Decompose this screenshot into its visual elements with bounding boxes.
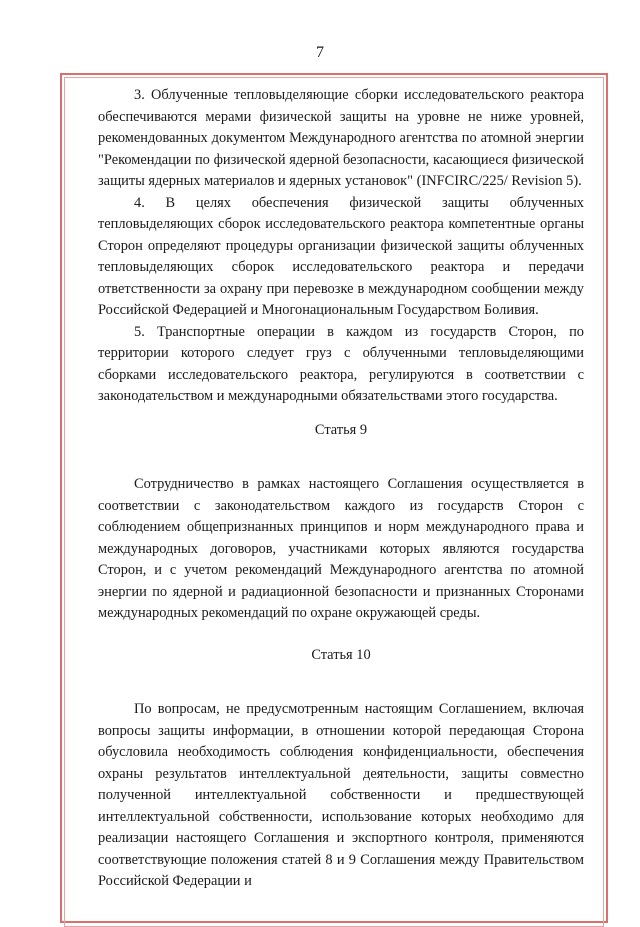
- article-9-heading: Статья 9: [314, 421, 368, 438]
- article-9-paragraph: Сотрудничество в рамках настоящего Соглашения осуществляется в соответствии с законодательством каждого из государств Сторон с соблюдением общепризнанных принципов и норм международного права и международных договоров, участниками которых являются государства Сторон, и с учетом рекомендаций Международного агентства по атомной энергии по ядерной и радиационной безопасности и признанных Сторонами международных рекомендаций по охране окружающей среды.: [98, 476, 584, 621]
- document-body: [98, 85, 584, 893]
- article-10-paragraph: По вопросам, не предусмотренным настоящим Соглашением, включая вопросы защиты информации, в отношении которой передающая Сторона обусловила необходимость соблюдения конфиденциальности, обеспечения охраны результатов интеллектуальной деятельности, защиты совместно полученной интеллектуальной собственности и предшествующей интеллектуальной собственности, использование которых необходимо для реализации настоящего Соглашения и экспортного контроля, применяются соответствующие положения статей 8 и 9 Соглашения между Правительством Российской Федерации и: [98, 701, 584, 889]
- page-number: 7: [316, 44, 324, 61]
- clause-5-paragraph: 5. Транспортные операции в каждом из государств Сторон, по территории которого следует груз с облученными тепловыделяющими сборками исследовательского реактора, регулируются в соответствии с законодательством и международными обязательствами этого государства.: [98, 323, 584, 404]
- article-10-heading: Статья 10: [311, 646, 371, 663]
- clause-3-paragraph: 3. Облученные тепловыделяющие сборки исследовательского реактора обеспечиваются мерами физической защиты на уровне не ниже уровней, рекомендованных документом Международного агентства по атомной энергии "Рекомендации по физической ядерной безопасности, касающиеся физической защиты ядерных материалов и ядерных установок" (INFCIRC/225/ Revision 5).: [98, 87, 584, 189]
- clause-4-paragraph: 4. В целях обеспечения физической защиты облученных тепловыделяющих сборок исследовательского реактора компетентные органы Сторон определяют процедуры организации физической защиты облученных тепловыделяющих сборок исследовательского реактора и передачи ответственности за охрану при перевозке в международном сообщении между Российской Федерацией и Многонациональным Государством Боливия.: [98, 194, 584, 318]
